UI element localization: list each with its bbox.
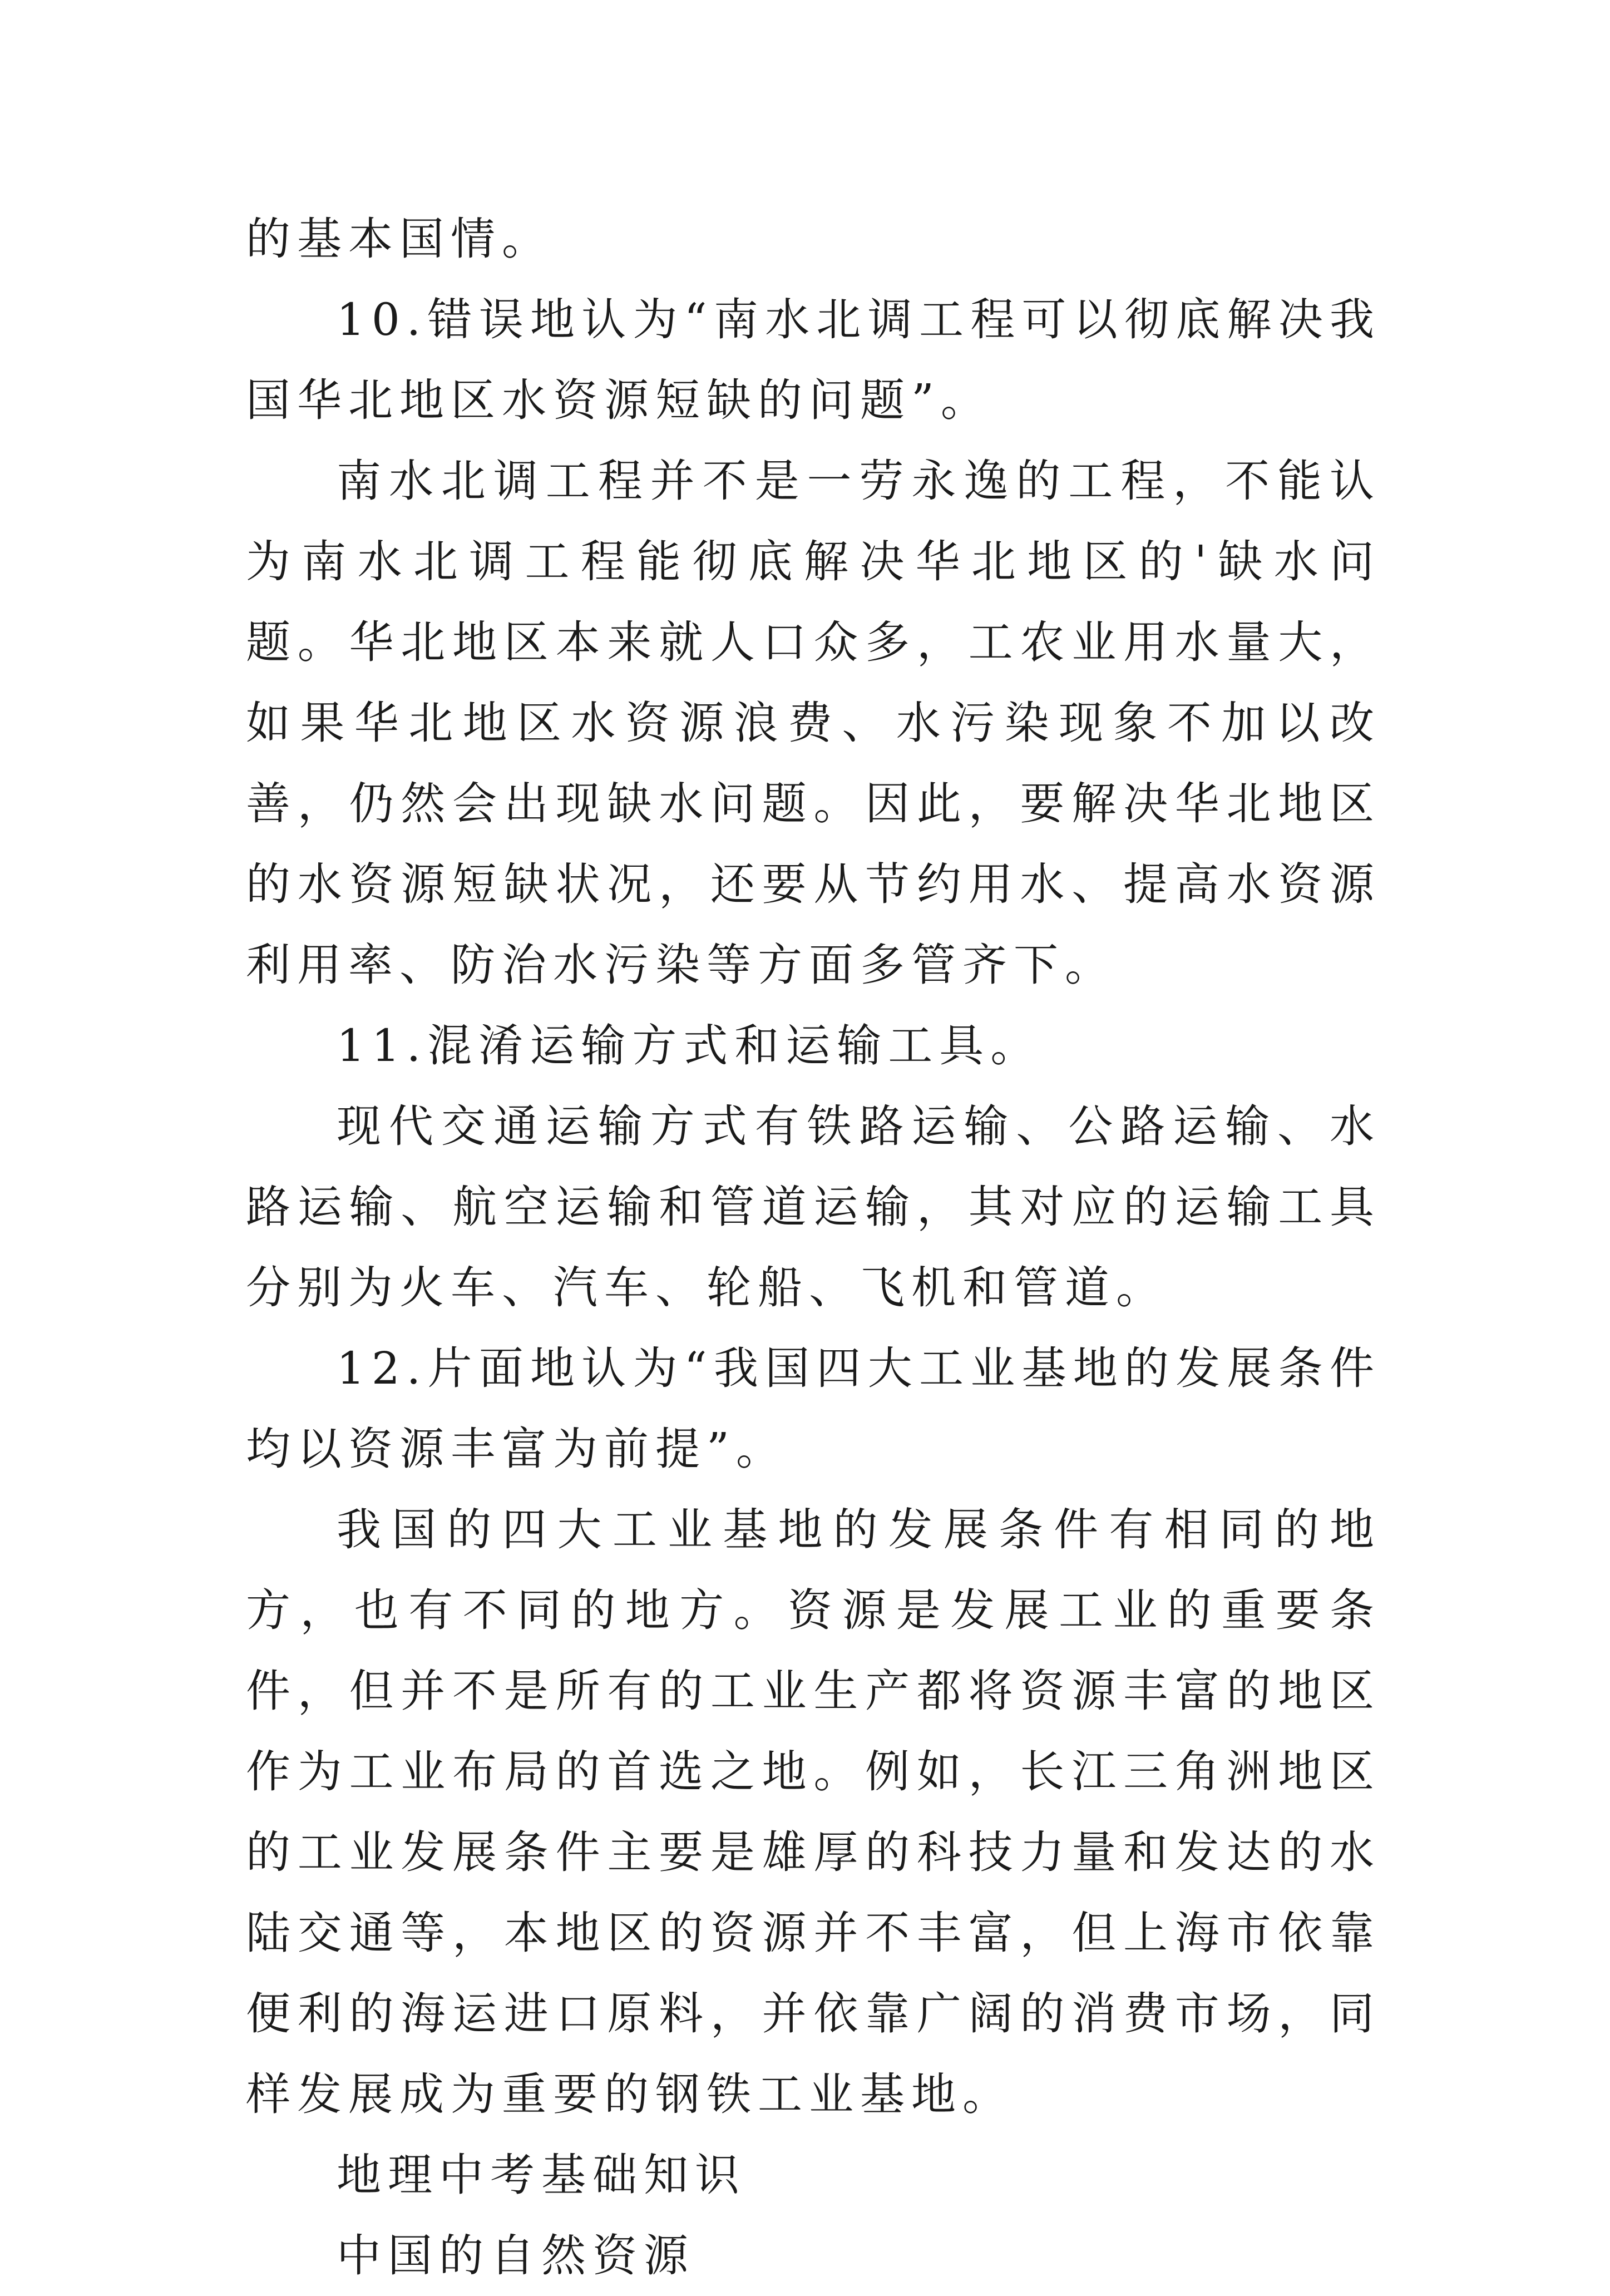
paragraph-continuation: 的基本国情。: [246, 213, 553, 265]
paragraph-item-11-heading: 11.混淆运输方式和运输工具。: [337, 1020, 1042, 1072]
document-body: [246, 199, 1381, 2296]
paragraph-item-12-heading: 12.片面地认为“我国四大工业基地的发展条件均以资源丰富为前提”。: [246, 1342, 1381, 1475]
paragraph-item-10-body: 南水北调工程并不是一劳永逸的工程，不能认为南水北调工程能彻底解决华北地区的'缺水问题。华北地区本来就人口众多，工农业用水量大，如果华北地区水资源浪费、水污染现象不加以改善，仍然会出现缺水问题。因此，要解决华北地区的水资源短缺状况，还要从节约用水、提高水资源利用率、防治水污染等方面多管齐下。: [246, 455, 1381, 991]
section-heading: 地理中考基础知识: [337, 2149, 746, 2201]
paragraph-item-12-body: 我国的四大工业基地的发展条件有相同的地方，也有不同的地方。资源是发展工业的重要条件，但并不是所有的工业生产都将资源丰富的地区作为工业布局的首选之地。例如，长江三角洲地区的工业发展条件主要是雄厚的科技力量和发达的水陆交通等，本地区的资源并不丰富，但上海市依靠便利的海运进口原料，并依靠广阔的消费市场，同样发展成为重要的钢铁工业基地。: [246, 1504, 1381, 2120]
paragraph-item-10-heading: 10.错误地认为“南水北调工程可以彻底解决我国华北地区水资源短缺的问题”。: [246, 294, 1381, 426]
paragraph-item-11-body: 现代交通运输方式有铁路运输、公路运输、水路运输、航空运输和管道运输，其对应的运输工具分别为火车、汽车、轮船、飞机和管道。: [246, 1100, 1381, 1314]
subsection-heading: 中国的自然资源: [337, 2230, 695, 2282]
